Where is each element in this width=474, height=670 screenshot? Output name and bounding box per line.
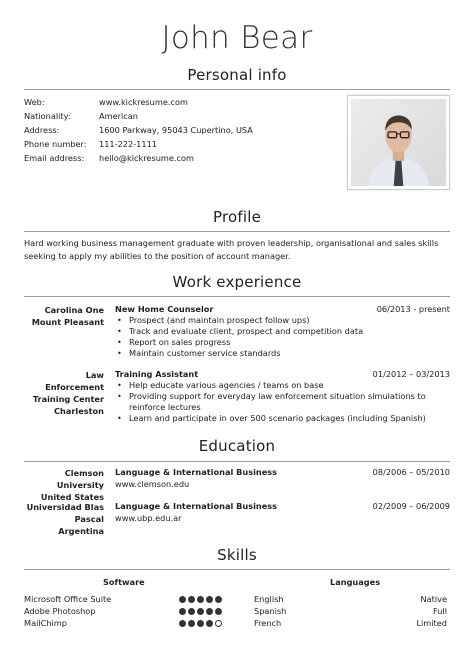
degree-title: Language & International Business xyxy=(115,501,278,511)
personal-label: Web: xyxy=(24,97,45,107)
language-level: Native xyxy=(420,594,447,604)
duty-item: • Track and evaluate client, prospect and competition data xyxy=(115,326,450,337)
rating-dot-filled xyxy=(188,608,195,615)
personal-row-web xyxy=(24,97,188,110)
personal-row-phone xyxy=(24,139,157,152)
software-skill-name: MailChimp xyxy=(24,618,67,628)
section-divider xyxy=(24,461,450,462)
employer-line: Charleston xyxy=(53,406,104,416)
section-title-profile: Profile xyxy=(212,208,262,226)
rating-dot-filled xyxy=(215,596,222,603)
job-title: Training Assistant xyxy=(115,369,199,379)
job-duties xyxy=(115,380,450,424)
language-name: French xyxy=(254,618,282,628)
portrait-image xyxy=(351,99,446,186)
section-divider xyxy=(24,89,450,90)
section-divider xyxy=(24,569,450,570)
personal-value: 111-222-1111 xyxy=(99,139,158,149)
job-date: 06/2013 - present xyxy=(376,304,450,314)
rating-dot-filled xyxy=(179,608,186,615)
personal-row-address xyxy=(24,125,253,138)
section-title-personal-info: Personal info xyxy=(187,66,287,84)
school-name xyxy=(24,467,104,503)
rating-dot-filled xyxy=(188,620,195,627)
section-divider xyxy=(24,296,450,297)
personal-value: hello@kickresume.com xyxy=(99,153,195,163)
rating-dot-filled xyxy=(206,608,213,615)
job-employer xyxy=(24,304,104,328)
section-title-education: Education xyxy=(198,437,276,455)
software-skill-name: Microsoft Office Suite xyxy=(24,594,112,604)
software-heading: Software xyxy=(103,577,145,587)
language-name: Spanish xyxy=(254,606,287,616)
personal-value: 1600 Parkway, 95043 Cupertino, USA xyxy=(99,125,253,135)
degree-title: Language & International Business xyxy=(115,467,278,477)
duty-item: • Learn and participate in over 500 scenario packages (including Spanish) xyxy=(115,413,450,424)
school-line: United States xyxy=(40,492,104,502)
personal-row-email xyxy=(24,153,194,166)
school-name xyxy=(24,501,104,537)
job-employer xyxy=(24,369,104,417)
education-date: 08/2006 – 05/2010 xyxy=(372,467,450,477)
rating-dot-filled xyxy=(179,596,186,603)
skill-rating xyxy=(179,620,222,627)
profile-summary: Hard working business management graduate with proven leadership, organisational and sales skills seeking to apply my abilities to the position of account manager. xyxy=(24,238,439,261)
employer-line: Training Center xyxy=(32,394,104,404)
personal-label: Nationality: xyxy=(24,111,71,121)
language-level: Full xyxy=(433,606,447,616)
job-date: 01/2012 – 03/2013 xyxy=(372,369,450,379)
rating-dot-filled xyxy=(197,596,204,603)
rating-dot-filled xyxy=(197,620,204,627)
personal-row-nationality xyxy=(24,111,138,124)
resume-name: John Bear xyxy=(161,20,313,56)
personal-value: American xyxy=(99,111,138,121)
section-title-work-experience: Work experience xyxy=(172,273,302,291)
languages-heading: Languages xyxy=(330,577,381,587)
software-skill-name: Adobe Photoshop xyxy=(24,606,96,616)
school-website: www.clemson.edu xyxy=(115,479,190,489)
school-line: Clemson University xyxy=(56,468,104,490)
rating-dot-filled xyxy=(215,608,222,615)
job-duties xyxy=(115,315,450,359)
personal-label: Address: xyxy=(24,125,60,135)
education-date: 02/2009 – 06/2009 xyxy=(372,501,450,511)
skill-rating xyxy=(179,608,222,615)
personal-label: Email address: xyxy=(24,153,85,163)
rating-dot-filled xyxy=(179,620,186,627)
section-title-skills: Skills xyxy=(217,546,257,564)
rating-dot-filled xyxy=(206,620,213,627)
duty-item: • Help educate various agencies / teams on base xyxy=(115,380,450,391)
rating-dot-filled xyxy=(188,596,195,603)
language-level: Limited xyxy=(416,618,447,628)
rating-dot-empty xyxy=(215,620,222,627)
employer-line: Mount Pleasant xyxy=(31,317,104,327)
rating-dot-filled xyxy=(197,608,204,615)
personal-label: Phone number: xyxy=(24,139,87,149)
school-line: Universidad Blas xyxy=(26,502,104,512)
section-divider xyxy=(24,231,450,232)
employer-line: Law Enforcement xyxy=(45,370,104,392)
rating-dot-filled xyxy=(206,596,213,603)
duty-item: • Prospect (and maintain prospect follow ups) xyxy=(115,315,450,326)
language-name: English xyxy=(254,594,284,604)
employer-line: Carolina One xyxy=(44,305,104,315)
job-title: New Home Counselor xyxy=(115,304,214,314)
duty-item: • Maintain customer service standards xyxy=(115,348,450,359)
profile-photo xyxy=(347,95,450,190)
school-website: www.ubp.edu.ar xyxy=(115,513,182,523)
duty-item: • Providing support for everyday law enforcement situation simulations to reinforce lectures xyxy=(115,391,450,413)
school-line: Argentina xyxy=(58,526,104,536)
school-line: Pascal xyxy=(74,514,104,524)
duty-item: • Report on sales progress xyxy=(115,337,450,348)
skill-rating xyxy=(179,596,222,603)
personal-value: www.kickresume.com xyxy=(99,97,188,107)
